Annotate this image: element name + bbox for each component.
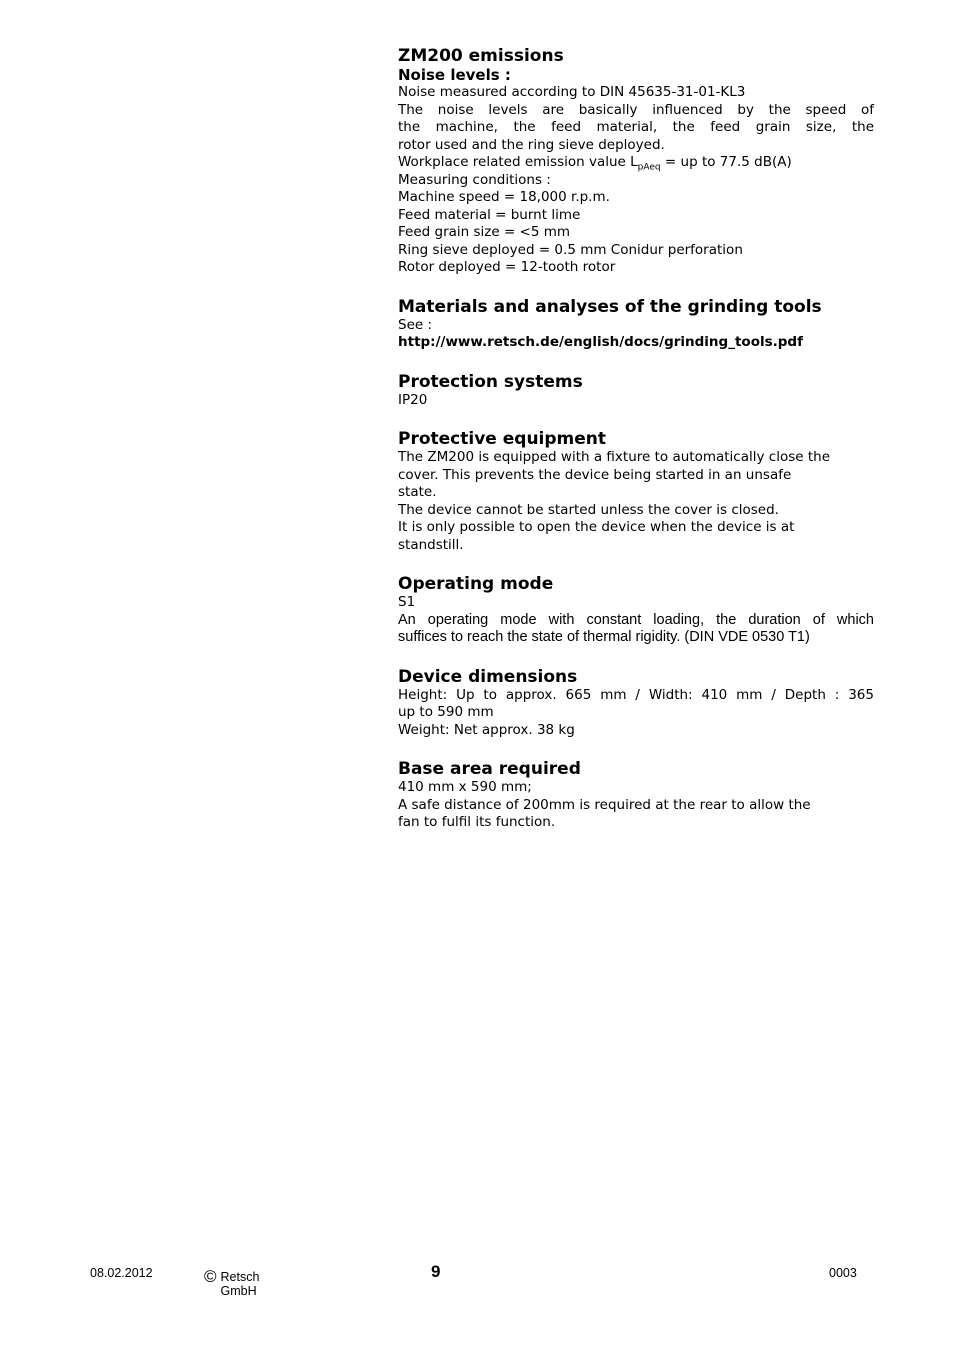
- text-line: Ring sieve deployed = 0.5 mm Conidur perforation: [398, 241, 743, 258]
- footer-company: Retsch GmbH: [220, 1270, 260, 1298]
- section-title: Device dimensions: [398, 666, 578, 687]
- text-line: Measuring conditions :: [398, 171, 551, 188]
- section-title: Protection systems: [398, 371, 583, 392]
- text-line: The ZM200 is equipped with a fixture to automatically close the: [398, 449, 830, 465]
- text-span: = up to 77.5 dB(A): [660, 154, 792, 170]
- section-device-dimensions: [398, 667, 874, 740]
- page-number: 9: [431, 1262, 441, 1281]
- copyright-icon: ©: [204, 1267, 217, 1286]
- text-line: Noise measured according to DIN 45635-31-01-KL3: [398, 84, 746, 100]
- subsection-title: Noise levels :: [398, 66, 511, 84]
- main-content: [398, 46, 874, 832]
- text-span: Workplace related emission value L: [398, 154, 638, 170]
- text-line: Feed grain size = <5 mm: [398, 224, 571, 240]
- section-materials: [398, 297, 874, 352]
- emission-value-line: [398, 154, 874, 172]
- footer-date: 08.02.2012: [90, 1266, 153, 1280]
- grinding-tools-link[interactable]: http://www.retsch.de/english/docs/grinding_tools.pdf: [398, 334, 803, 350]
- section-protective-equipment: [398, 429, 874, 554]
- section-base-area: [398, 759, 874, 832]
- text-line: IP20: [398, 391, 428, 408]
- section-title: ZM200 emissions: [398, 46, 564, 66]
- text-line: The noise levels are basically influenced by the speed of: [398, 101, 874, 118]
- text-line: An operating mode with constant loading, the duration of which: [398, 611, 874, 628]
- text-line: Weight: Net approx. 38 kg: [398, 721, 575, 738]
- text-line: Height: Up to approx. 665 mm / Width: 410 mm / Depth : 365: [398, 686, 874, 703]
- text-line: See :: [398, 316, 433, 333]
- text-line: cover. This prevents the device being started in an unsafe: [398, 466, 792, 483]
- text-line: Rotor deployed = 12-tooth rotor: [398, 259, 616, 275]
- text-line: state.: [398, 484, 437, 500]
- text-line: 410 mm x 590 mm;: [398, 779, 532, 795]
- text-line: fan to fulfil its function.: [398, 814, 556, 830]
- text-line: the machine, the feed material, the feed grain size, the: [398, 119, 874, 135]
- text-line: suffices to reach the state of thermal rigidity. (DIN VDE 0530 T1): [398, 629, 810, 645]
- footer-code: 0003: [829, 1266, 857, 1280]
- text-line: A safe distance of 200mm is required at the rear to allow the: [398, 796, 811, 813]
- text-line: up to 590 mm: [398, 704, 494, 720]
- section-title: Protective equipment: [398, 429, 607, 449]
- text-line: Feed material = burnt lime: [398, 206, 581, 223]
- section-title: Operating mode: [398, 574, 554, 594]
- text-line: rotor used and the ring sieve deployed.: [398, 136, 665, 153]
- text-line: It is only possible to open the device when the device is at: [398, 519, 795, 535]
- text-line: The device cannot be started unless the cover is closed.: [398, 501, 779, 518]
- page-footer: [0, 1262, 954, 1298]
- text-line: standstill.: [398, 536, 464, 553]
- text-line: Machine speed = 18,000 r.p.m.: [398, 189, 610, 205]
- section-zm200-emissions: [398, 46, 874, 277]
- section-title: Materials and analyses of the grinding tools: [398, 296, 822, 317]
- subscript: pAeq: [637, 162, 661, 173]
- section-protection-systems: [398, 372, 874, 410]
- footer-copyright: [204, 1266, 260, 1298]
- text-line: S1: [398, 594, 416, 610]
- section-title: Base area required: [398, 759, 581, 779]
- section-operating-mode: [398, 574, 874, 647]
